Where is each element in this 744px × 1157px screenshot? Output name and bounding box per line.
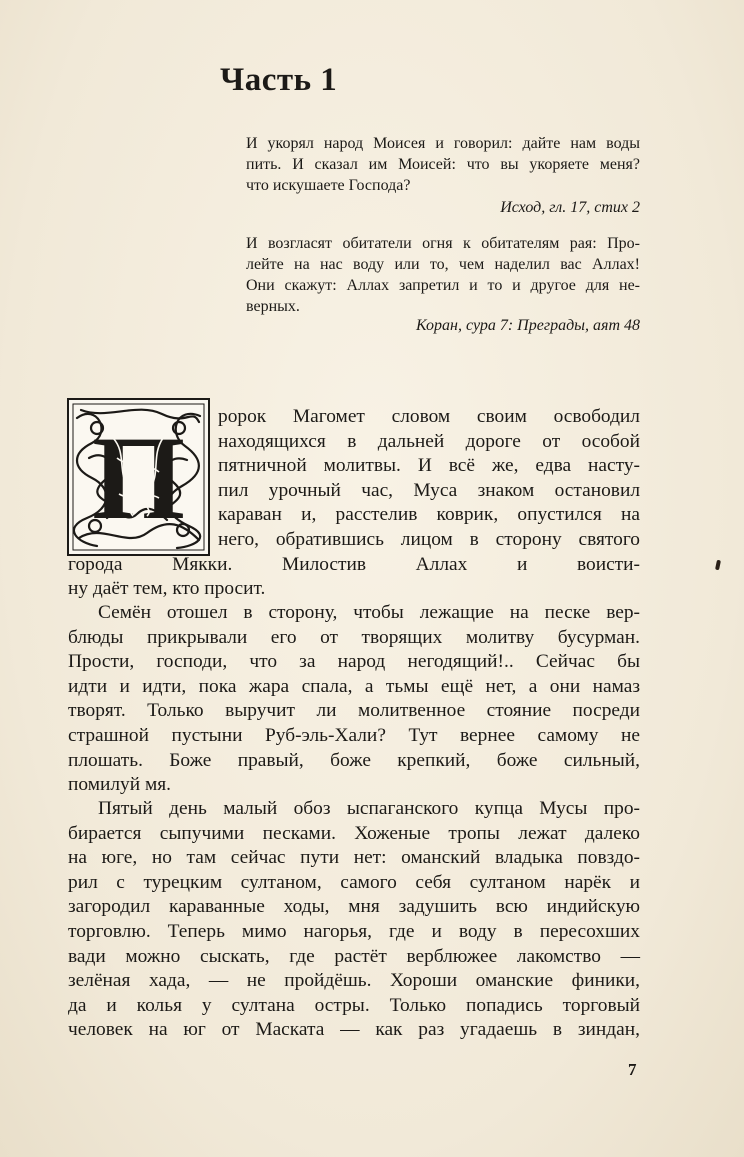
text-line: на юге, но там сейчас пути нет: оманский владыка повздо- xyxy=(68,847,640,869)
text-line: пятничной молитвы. И всё же, едва насту- xyxy=(218,455,640,477)
text-line: торговлю. Теперь мимо нагорья, где и воду в пересохших xyxy=(68,920,640,942)
epigraph-source-exodus: Исход, гл. 17, стих 2 xyxy=(500,199,640,216)
text-line: человек на юг от Маската — как раз угадаешь в зиндан, xyxy=(68,1019,640,1041)
text-line: пил урочный час, Муса знаком остановил xyxy=(218,479,640,501)
drop-cap-letter: П xyxy=(91,411,186,544)
epigraph-quran xyxy=(246,233,640,317)
text-line: блюды прикрывали его от творящих молитву бусурман. xyxy=(68,626,640,648)
text-line: города Мякки. Милостив Аллах и воисти- xyxy=(68,553,640,575)
text-line: него, обратившись лицом в сторону святого xyxy=(218,528,640,550)
epigraph-source-quran: Коран, сура 7: Преграды, аят 48 xyxy=(416,317,640,334)
text-line: плошать. Боже правый, боже крепкий, боже сильный, xyxy=(68,749,640,771)
text-line: рил с турецким султаном, самого себя султаном нарёк и xyxy=(68,871,640,893)
text-line: загородил караванные ходы, мня задушить всю индийскую xyxy=(68,896,640,918)
text-line: Пятый день малый обоз ыспаганского купца Мусы про- xyxy=(98,798,640,819)
text-line: вади можно сыскать, где растёт верблюжее лакомство — xyxy=(68,945,640,967)
text-line: ну даёт тем, кто просит. xyxy=(68,578,266,600)
text-line: Семён отошел в сторону, чтобы лежащие на песке вер- xyxy=(98,602,640,623)
epigraph-line: верных. xyxy=(246,298,300,315)
epigraph-line: Они скажут: Аллах запретил и то и другое для не- xyxy=(246,277,640,294)
text-line: бирается сыпучими песками. Хоженые тропы лежат далеко xyxy=(68,822,640,844)
text-line: страшной пустыни Руб-эль-Хали? Тут вернее самому не xyxy=(68,724,640,746)
paragraph-1 xyxy=(68,405,640,602)
page-number: 7 xyxy=(628,1060,637,1079)
text-line: находящихся в дальней дороге от особой xyxy=(218,430,640,452)
chapter-heading: Часть 1 xyxy=(220,62,338,98)
text-line: идти и идти, пока жара спала, а тьмы ещё нет, а они намаз xyxy=(68,675,640,697)
epigraph-exodus xyxy=(246,133,640,196)
epigraph-line: И укорял народ Моисея и говорил: дайте нам воды xyxy=(246,135,640,152)
ink-speck xyxy=(715,560,721,571)
paragraph-3 xyxy=(68,797,640,1043)
epigraph-line: что искушаете Господа? xyxy=(246,177,411,194)
text-line: караван и, расстелив коврик, опустился на xyxy=(218,504,640,526)
epigraph-line: пить. И сказал им Моисей: что вы укоряете меня? xyxy=(246,156,640,173)
text-line: да и колья у султана остры. Только попадись торговый xyxy=(68,994,640,1016)
text-line: зелёная хада, — не пройдёшь. Хороши оманские финики, xyxy=(68,970,640,992)
paragraph-2 xyxy=(68,601,640,798)
text-line: творят. Только выручит ли молитвенное стояние посреди xyxy=(68,700,640,722)
epigraph-line: И возгласят обитатели огня к обитателям рая: Про- xyxy=(246,235,640,252)
text-line: Прости, господи, что за народ негодящий!.. Сейчас бы xyxy=(68,651,640,673)
text-line: помилуй мя. xyxy=(68,774,171,796)
epigraph-line: лейте на нас воду или то, чем наделил вас Аллах! xyxy=(246,256,640,273)
text-line: ророк Магомет словом своим освободил xyxy=(218,406,640,427)
